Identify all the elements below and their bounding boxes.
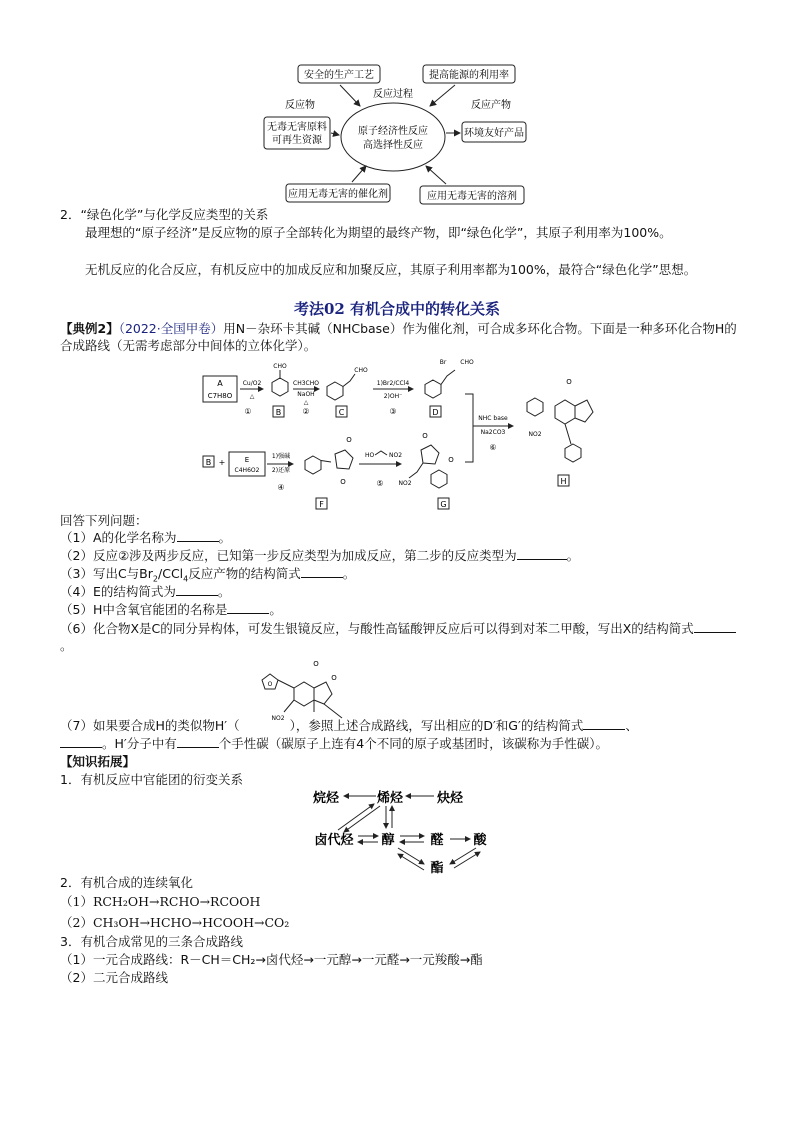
node-alkyne: 炔烃 [436, 791, 464, 806]
sub-2: 2 [152, 574, 158, 584]
green-chemistry-diagram [250, 60, 550, 210]
question-7-text-a: （7）如果要合成H的类似物H′（ [60, 718, 240, 733]
compound-a-formula: C7H8O [207, 392, 233, 400]
question-5 [60, 601, 282, 618]
top-right-box-text: 提高能源的利用率 [429, 70, 509, 81]
step6-base: Na2CO3 [480, 429, 506, 436]
furan-oxygen: O [267, 681, 273, 688]
compound-b-cho: CHO [273, 363, 287, 370]
question-7-text-c: 。H′分子中有 [102, 736, 177, 751]
compound-g-ring [421, 445, 439, 464]
left-label: 反应物 [285, 100, 315, 111]
answer-blank-7a[interactable] [583, 717, 625, 730]
question-2 [60, 547, 579, 564]
compound-f-ring [335, 450, 353, 469]
compound-b-label: B [275, 408, 282, 417]
left-box-line2: 可再生资源 [272, 135, 322, 146]
step2-condition: △ [303, 399, 309, 406]
compound-h-oxygen: O [566, 378, 572, 386]
compound-h-phenyl1 [527, 398, 543, 416]
knowledge-item3: 3．有机合成常见的三条合成路线 [60, 934, 243, 949]
bottom-left-box-text: 应用无毒无害的催化剂 [288, 189, 388, 200]
step2-number: ② [302, 407, 310, 416]
section-heading: 考法02 有机合成中的转化关系 [293, 300, 501, 318]
center-line1: 原子经济性反应 [358, 126, 428, 137]
period: 。 [218, 530, 232, 545]
question-6 [60, 620, 746, 654]
section2-paragraph1: 最理想的“原子经济”是反应物的原子全部转化为期望的最终产物，即“绿色化学”，其原子利用率为100%。 [85, 225, 672, 240]
question-7-text-d: 个手性碳（碳原子上连有4个不同的原子或基团时，该碳称为手性碳）。 [218, 736, 608, 751]
step3-reagent: 1)Br2/CCl4 [376, 380, 410, 387]
answer-blank-7b[interactable] [60, 735, 102, 748]
bottom-right-box-text: 应用无毒无害的溶剂 [427, 191, 517, 202]
step2-reagent: CH3CHO [293, 380, 319, 387]
compound-b-ring [272, 378, 288, 396]
compound-h-core [555, 400, 575, 424]
question-5-text: （5）H中含氧官能团的名称是 [60, 602, 228, 617]
step5-reagent-no2: NO2 [389, 452, 403, 459]
question-1-text: （1）A的化学名称为 [60, 530, 177, 545]
question-3-text-a: （3）写出C与Br [60, 566, 153, 581]
compound-d-br: Br [439, 359, 447, 366]
period: 。 [217, 584, 231, 599]
row2-b-label: B [205, 458, 212, 467]
left-box-line1: 无毒无害原料 [267, 122, 327, 133]
answer-blank-1[interactable] [177, 529, 219, 542]
example-intro [60, 320, 746, 354]
oxidation-chain-1 [60, 893, 260, 910]
period: 。 [342, 566, 356, 581]
step5-number: ⑤ [376, 479, 384, 488]
step4-reagent: 1)强碱 [271, 453, 291, 460]
compound-c-cho: CHO [354, 367, 368, 374]
answer-blank-2[interactable] [517, 547, 567, 560]
step4-number: ④ [277, 483, 285, 492]
compound-h-no2: NO2 [528, 431, 542, 438]
question-3-text-b: /CCl [158, 566, 184, 581]
compound-d-cho: CHO [460, 359, 474, 366]
right-label: 反应产物 [471, 100, 511, 111]
h-prime-core [294, 682, 314, 706]
compound-g-no2: NO2 [398, 480, 412, 487]
node-alkene: 烯烃 [376, 791, 404, 806]
compound-h-phenyl2 [565, 444, 581, 462]
top-label: 反应过程 [373, 89, 413, 100]
step6-number: ⑥ [489, 443, 497, 452]
oxidation-chain-2 [60, 914, 289, 931]
h-prime-oxygen2: O [331, 674, 337, 682]
node-acid: 酸 [473, 833, 487, 848]
right-box-text: 环境友好产品 [464, 128, 524, 139]
compound-e-label: E [244, 456, 250, 464]
section2-paragraph2: 无机反应的化合反应，有机反应中的加成反应和加聚反应，其原子利用率都为100%，最符合“绿色化学”思想。 [85, 262, 697, 277]
compound-d-ring [425, 380, 441, 398]
question-7-line1 [60, 717, 638, 734]
answer-blank-7c[interactable] [177, 735, 219, 748]
questions-lead: 回答下列问题： [60, 513, 148, 528]
compound-f-phenyl [305, 456, 321, 474]
knowledge-item1: 1．有机反应中官能团的衍变关系 [60, 772, 243, 787]
section2-title: 2．“绿色化学”与化学反应类型的关系 [60, 207, 269, 222]
question-4-text: （4）E的结构简式为 [60, 584, 176, 599]
compound-d-label: D [432, 408, 439, 417]
knowledge-item2: 2．有机合成的连续氧化 [60, 875, 193, 890]
synthesis-scheme [195, 354, 605, 514]
question-4 [60, 583, 230, 600]
step1-number: ① [244, 407, 252, 416]
oxidation-chain-1-text: （1）RCH₂OH→RCHO→RCOOH [60, 894, 261, 909]
sub-4: 4 [183, 574, 189, 584]
comma: 、 [625, 718, 638, 733]
oxidation-chain-2-text: （2）CH₃OH→HCHO→HCOOH→CO₂ [60, 915, 290, 930]
compound-g-label: G [440, 500, 447, 509]
functional-group-diagram [300, 786, 500, 876]
answer-blank-6[interactable] [694, 620, 736, 633]
answer-blank-4[interactable] [176, 583, 218, 596]
answer-blank-3[interactable] [301, 565, 343, 578]
h-prime-oxygen1: O [313, 660, 319, 668]
step1-condition: △ [249, 393, 255, 400]
node-ester: 酯 [430, 861, 444, 876]
compound-f-oxygen2: O [340, 478, 346, 486]
step6-catalyst: NHC base [478, 415, 508, 422]
period: 。 [60, 638, 73, 653]
step4-condition: 2)还原 [271, 467, 291, 474]
step1-reagent: Cu/O2 [242, 380, 262, 387]
node-haloalkane: 卤代烃 [314, 833, 354, 848]
compound-g-oxygen2: O [448, 456, 454, 464]
question-3-text-c: 反应产物的结构简式 [188, 566, 301, 581]
question-1 [60, 529, 231, 546]
top-left-box-text: 安全的生产工艺 [304, 70, 374, 81]
compound-g-oxygen1: O [422, 432, 428, 440]
question-6-text: （6）化合物X是C的同分异构体，可发生银镜反应，与酸性高锰酸钾反应后可以得到对苯二甲酸，写出X的结构简式 [60, 621, 694, 636]
center-ellipse [341, 103, 445, 171]
node-alcohol: 醇 [381, 833, 395, 848]
question-7-line2 [60, 735, 608, 752]
step3-condition: 2)OH⁻ [383, 393, 403, 400]
answer-blank-5[interactable] [227, 601, 269, 614]
period: 。 [566, 548, 580, 563]
knowledge-title: 【知识拓展】 [60, 754, 136, 769]
node-alkane: 烷烃 [312, 791, 340, 806]
question-7-text-b: ），参照上述合成路线，写出相应的D′和G′的结构简式 [289, 718, 584, 733]
route-2: （2）二元合成路线 [60, 970, 168, 985]
step5-reagent-ho: HO [365, 452, 375, 459]
node-aldehyde: 醛 [430, 833, 444, 848]
center-line2: 高选择性反应 [363, 140, 423, 151]
example-source: （2022·全国甲卷） [118, 321, 224, 336]
plus-sign: + [218, 458, 226, 467]
example-intro-text: 用N－杂环卡其碱（NHCbase）作为催化剂，可合成多环化合物。下面是一种多环化合物H的合成路线（无需考虑部分中间体的立体化学）。 [60, 321, 737, 353]
compound-c-ring [327, 382, 343, 400]
step2-base: NaOH [297, 391, 315, 398]
compound-a-label: A [217, 379, 223, 388]
question-2-text: （2）反应②涉及两步反应，已知第一步反应类型为加成反应，第二步的反应类型为 [60, 548, 517, 563]
compound-f-label: F [319, 500, 324, 509]
compound-f-oxygen1: O [346, 436, 352, 444]
compound-e-formula: C4H6O2 [234, 467, 260, 474]
period: 。 [269, 602, 282, 617]
compound-c-label: C [338, 408, 345, 417]
compound-g-phenyl [431, 470, 447, 488]
step3-number: ③ [389, 407, 397, 416]
route-1: （1）一元合成路线：R－CH＝CH₂→卤代烃→一元醇→一元醛→一元羧酸→酯 [60, 952, 483, 967]
example-tag: 【典例2】 [60, 321, 119, 336]
compound-h-label: H [560, 477, 567, 486]
h-prime-no2: NO2 [271, 715, 285, 722]
